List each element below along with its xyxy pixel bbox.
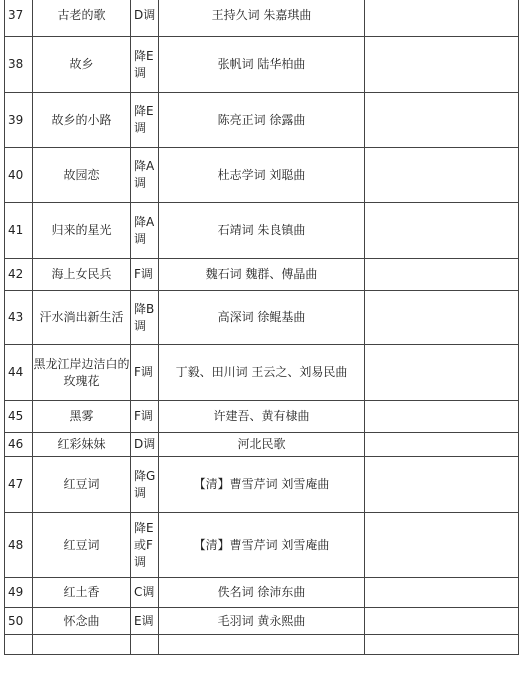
song-authors: 丁毅、田川词 王云之、刘易民曲 [159,345,365,401]
row-number: 37 [5,0,33,37]
song-title: 归来的星光 [33,203,131,259]
row-number: 43 [5,291,33,345]
table-row [5,203,519,259]
row-note [365,578,519,608]
row-note [365,608,519,635]
row-note [365,259,519,291]
song-key [131,635,159,655]
song-authors: 陈亮正词 徐露曲 [159,93,365,148]
table-row [5,37,519,93]
row-note [365,513,519,578]
row-note [365,457,519,513]
table-row [5,513,519,578]
song-key: F调 [131,401,159,433]
song-key: 降E 调 [131,37,159,93]
table-row [5,259,519,291]
row-note [365,93,519,148]
row-number: 39 [5,93,33,148]
song-authors: 【清】曹雪芹词 刘雪庵曲 [159,457,365,513]
song-key: E调 [131,608,159,635]
song-title: 黑龙江岸边洁白的 玫瑰花 [33,345,131,401]
row-note [365,148,519,203]
table-row [5,345,519,401]
table-row [5,635,519,655]
song-title [33,635,131,655]
song-key: F调 [131,259,159,291]
song-authors: 毛羽词 黄永熙曲 [159,608,365,635]
row-number: 38 [5,37,33,93]
song-key: F调 [131,345,159,401]
row-number: 46 [5,433,33,457]
table-row [5,578,519,608]
song-key: D调 [131,433,159,457]
row-number: 47 [5,457,33,513]
row-number: 40 [5,148,33,203]
song-authors: 河北民歌 [159,433,365,457]
song-authors: 许建吾、黄有棣曲 [159,401,365,433]
table-row [5,0,519,37]
song-authors: 张帆词 陆华柏曲 [159,37,365,93]
song-authors [159,635,365,655]
song-authors: 王持久词 朱嘉琪曲 [159,0,365,37]
song-key: D调 [131,0,159,37]
row-number: 48 [5,513,33,578]
table-row [5,148,519,203]
table-row [5,93,519,148]
row-number: 49 [5,578,33,608]
row-note [365,37,519,93]
song-key: 降E 调 [131,93,159,148]
row-number: 41 [5,203,33,259]
song-authors: 杜志学词 刘聪曲 [159,148,365,203]
song-authors: 佚名词 徐沛东曲 [159,578,365,608]
song-title: 故乡的小路 [33,93,131,148]
song-key: 降E 或F 调 [131,513,159,578]
song-table [4,0,519,655]
row-note [365,203,519,259]
table-row [5,401,519,433]
song-key: 降A 调 [131,203,159,259]
song-title: 黑雾 [33,401,131,433]
row-number [5,635,33,655]
row-note [365,635,519,655]
song-title: 汗水淌出新生活 [33,291,131,345]
song-title: 海上女民兵 [33,259,131,291]
song-key: 降A 调 [131,148,159,203]
row-note [365,433,519,457]
song-title: 故园恋 [33,148,131,203]
song-title: 故乡 [33,37,131,93]
row-note [365,345,519,401]
song-authors: 石靖词 朱良镇曲 [159,203,365,259]
song-title: 红豆词 [33,457,131,513]
song-title: 红彩妹妹 [33,433,131,457]
table-row [5,608,519,635]
song-authors: 【清】曹雪芹词 刘雪庵曲 [159,513,365,578]
song-key: 降G 调 [131,457,159,513]
song-title: 怀念曲 [33,608,131,635]
song-title: 红豆词 [33,513,131,578]
row-note [365,0,519,37]
row-number: 42 [5,259,33,291]
row-number: 44 [5,345,33,401]
table-row [5,291,519,345]
song-title: 红土香 [33,578,131,608]
table-row [5,433,519,457]
row-number: 50 [5,608,33,635]
song-authors: 高深词 徐鲲基曲 [159,291,365,345]
row-number: 45 [5,401,33,433]
table-row [5,457,519,513]
song-authors: 魏石词 魏群、傅晶曲 [159,259,365,291]
row-note [365,291,519,345]
song-title: 古老的歌 [33,0,131,37]
row-note [365,401,519,433]
song-key: 降B 调 [131,291,159,345]
song-key: C调 [131,578,159,608]
